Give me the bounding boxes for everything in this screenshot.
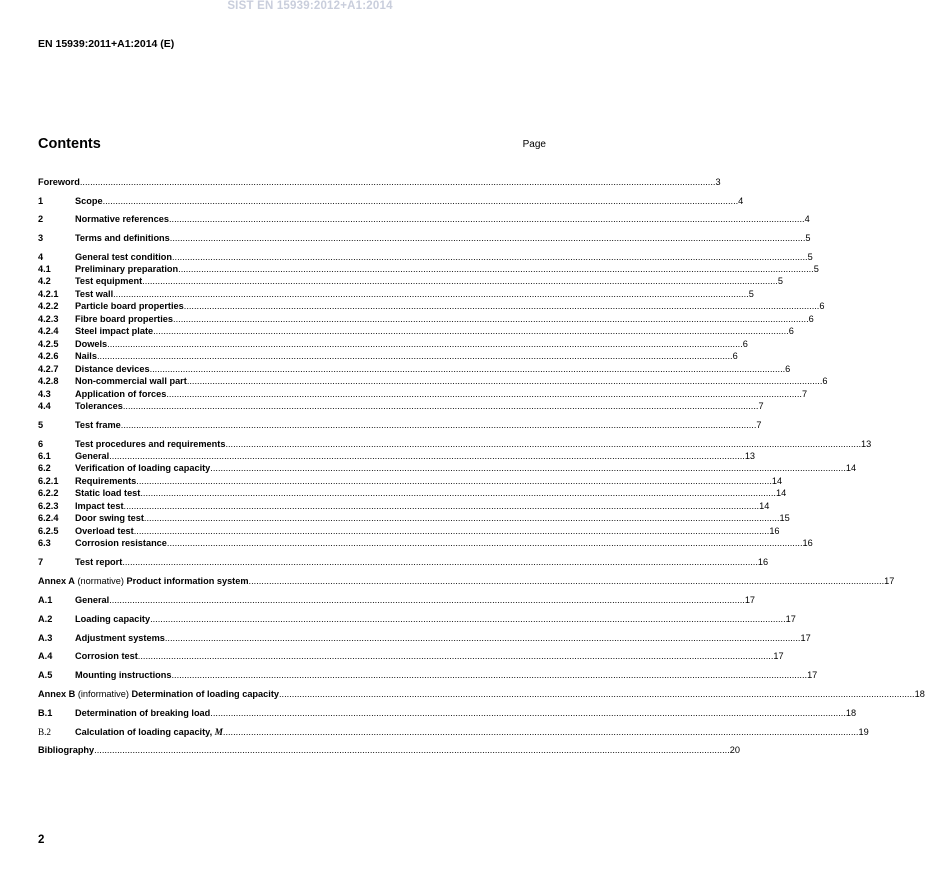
page-column-label: Page xyxy=(522,139,546,150)
toc-entry[interactable]: 4.4 Tolerances ..... 7 xyxy=(38,400,546,412)
toc-entry[interactable]: 4.2.6 Nails ..... 6 xyxy=(38,350,546,362)
toc-entry[interactable]: 3 Terms and definitions ..... 5 xyxy=(38,232,546,244)
toc-entry[interactable]: 4.1 Preliminary preparation ..... 5 xyxy=(38,263,546,275)
toc-entry[interactable]: 6.2.2 Static load test ..... 14 xyxy=(38,487,546,499)
toc-entry[interactable]: 4.3 Application of forces ..... 7 xyxy=(38,388,546,400)
toc-entry[interactable]: 4.2.7 Distance devices ..... 6 xyxy=(38,363,546,375)
toc-entry[interactable]: 4.2.5 Dowels ..... 6 xyxy=(38,338,546,350)
toc-entry[interactable]: A.2 Loading capacity ..... 17 xyxy=(38,613,546,625)
toc-entry[interactable]: B.1 Determination of breaking load ..... 18 xyxy=(38,707,546,719)
toc-entry-annex-b[interactable]: Annex B (informative) Determination of loading capacity ..... 18 xyxy=(38,688,546,700)
toc-entry[interactable]: A.4 Corrosion test ..... 17 xyxy=(38,650,546,662)
toc-entry[interactable]: 4.2.1 Test wall ..... 5 xyxy=(38,288,546,300)
toc-entry[interactable]: 6.2.4 Door swing test ..... 15 xyxy=(38,512,546,524)
toc-entry[interactable]: 6.2 Verification of loading capacity ..... 14 xyxy=(38,462,546,474)
toc-entry[interactable]: 4.2.8 Non-commercial wall part ..... 6 xyxy=(38,375,546,387)
toc-entry[interactable]: 6.3 Corrosion resistance ..... 16 xyxy=(38,537,546,549)
toc-entry[interactable]: 6.2.1 Requirements ..... 14 xyxy=(38,475,546,487)
toc-entry[interactable]: 5 Test frame ..... 7 xyxy=(38,419,546,431)
toc-entry[interactable]: 4.2.4 Steel impact plate ..... 6 xyxy=(38,325,546,337)
contents-title: Contents xyxy=(38,136,101,152)
toc-entry[interactable]: 7 Test report ..... 16 xyxy=(38,556,546,568)
toc-entry[interactable]: B.2 Calculation of loading capacity, M ..... 19 xyxy=(38,726,546,738)
toc-entry[interactable]: 6 Test procedures and requirements ..... 13 xyxy=(38,438,546,450)
toc-entry[interactable]: A.1 General ..... 17 xyxy=(38,594,546,606)
toc-entry[interactable]: 6.1 General ..... 13 xyxy=(38,450,546,462)
toc-entry-annex-a[interactable]: Annex A (normative) Product information system ..... 17 xyxy=(38,575,546,587)
toc-entry[interactable]: A.3 Adjustment systems ..... 17 xyxy=(38,632,546,644)
page-number: 2 xyxy=(38,834,45,846)
toc-entry[interactable]: 6.2.3 Impact test ..... 14 xyxy=(38,500,546,512)
toc-entry[interactable]: 4.2 Test equipment ..... 5 xyxy=(38,275,546,287)
toc-entry[interactable]: 1 Scope ..... 4 xyxy=(38,195,546,207)
toc-entry[interactable]: 4.2.2 Particle board properties ..... 6 xyxy=(38,300,546,312)
toc-entry[interactable]: A.5 Mounting instructions ..... 17 xyxy=(38,669,546,681)
toc-entry-foreword[interactable]: Foreword ..... 3 xyxy=(38,176,546,188)
document-header: EN 15939:2011+A1:2014 (E) xyxy=(38,38,175,50)
toc-entry[interactable]: 2 Normative references ..... 4 xyxy=(38,213,546,225)
toc-entry[interactable]: 6.2.5 Overload test ..... 16 xyxy=(38,525,546,537)
toc-entry-bibliography[interactable]: Bibliography ..... 20 xyxy=(38,744,546,756)
toc-entry[interactable]: 4 General test condition ..... 5 xyxy=(38,251,546,263)
toc-entry[interactable]: 4.2.3 Fibre board properties ..... 6 xyxy=(38,313,546,325)
watermark: SIST EN 15939:2012+A1:2014 xyxy=(227,0,393,12)
